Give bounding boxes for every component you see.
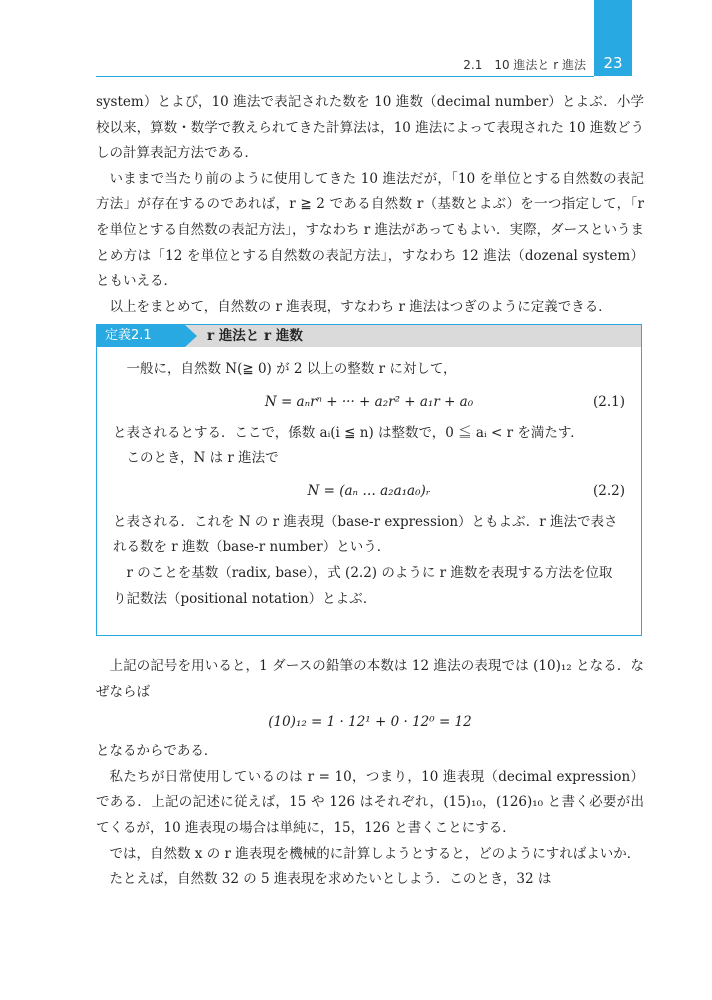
dozen-equation: (10)₁₂ = 1 · 12¹ + 0 · 12⁰ = 12	[268, 714, 472, 731]
definition-title: r 進法と r 進数	[207, 328, 303, 344]
equation-2-1-expression: N = aₙrⁿ + ··· + a₂r² + a₁r + a₀	[264, 393, 474, 410]
intro-paragraph-2: いままで当たり前のように使用してきた 10 進法だが，「10 を単位とする自然数の表記方法」が存在するのであれば，r ≧ 2 である自然数 r（基数とよぶ）を一つ指定して，「r を単位とする自然数の表記方法」，すなわち r 進法があってもよい．実際，ダースというまとめ方は「12 を単位とする自然数の表記方法」，すなわち 12 進法（dozenal system）ともいえる．	[96, 170, 644, 290]
definition-tag-arrow	[185, 325, 197, 347]
definition-line-3: このとき，N は r 進法で	[126, 450, 279, 467]
after-paragraph-2: となるからである．	[96, 743, 218, 760]
intro-paragraph-1: system）とよび，10 進法で表記された数を 10 進数（decimal number）とよぶ．小学校以来，算数・数学で教えられてきた計算法は，10 進法によって表現された 10 進数どうしの計算表記方法である．	[96, 94, 644, 162]
intro-section	[96, 90, 644, 320]
after-paragraph-5: たとえば，自然数 32 の 5 進表現を求めたいとしよう．このとき，32 は	[109, 871, 552, 888]
page-number-tab	[594, 0, 632, 76]
equation-2-2-number: (2.2)	[592, 482, 625, 499]
page-number: 23	[603, 54, 623, 72]
after-paragraph-4: では，自然数 x の r 進表現を機械的に計算しようとすると，どのようにすればよいか．	[109, 845, 641, 862]
definition-line-2: と表されるとする．ここで，係数 aᵢ(i ≦ n) は整数で，0 ≦ aᵢ < r を満たす．	[113, 424, 584, 441]
definition-line-5: r のことを基数（radix, base），式 (2.2) のように r 進数を表現する方法を位取り記数法（positional notation）とよぶ．	[113, 564, 613, 607]
after-paragraph-1: 上記の記号を用いると，1 ダースの鉛筆の本数は 12 進法の表現では (10)₁₂ となる．なぜならば	[96, 658, 644, 700]
definition-line-1: 一般に，自然数 N(≧ 0) が 2 以上の整数 r に対して，	[126, 361, 457, 377]
equation-2-2	[113, 472, 625, 510]
equation-2-1-number: (2.1)	[592, 393, 625, 410]
after-paragraph-3: 私たちが日常使用しているのは r = 10，つまり，10 進表現（decimal expression）である．上記の記述に従えば，15 や 126 はそれぞれ，(15)₁₀，(126)₁₀ と書く必要が出てくるが，10 進表現の場合は単純に，15，126 と書くことにする．	[96, 768, 644, 836]
equation-2-2-expression: N = (aₙ … a₂a₁a₀)ᵣ	[307, 482, 431, 499]
running-head: 2.1 10 進法と r 進法	[463, 58, 586, 72]
definition-tag: 定義2.1	[97, 325, 185, 347]
definition-line-4: と表される．これを N の r 進表現（base-r expression）ともよぶ．r 進法で表される数を r 進数（base-r number）という．	[113, 513, 618, 556]
intro-paragraph-3: 以上をまとめて，自然数の r 進表現，すなわち r 進法はつぎのように定義できる．	[109, 298, 612, 315]
definition-box	[96, 324, 642, 636]
header-rule	[96, 76, 594, 77]
after-section	[96, 654, 644, 893]
definition-content	[113, 357, 625, 612]
equation-2-1	[113, 383, 625, 421]
